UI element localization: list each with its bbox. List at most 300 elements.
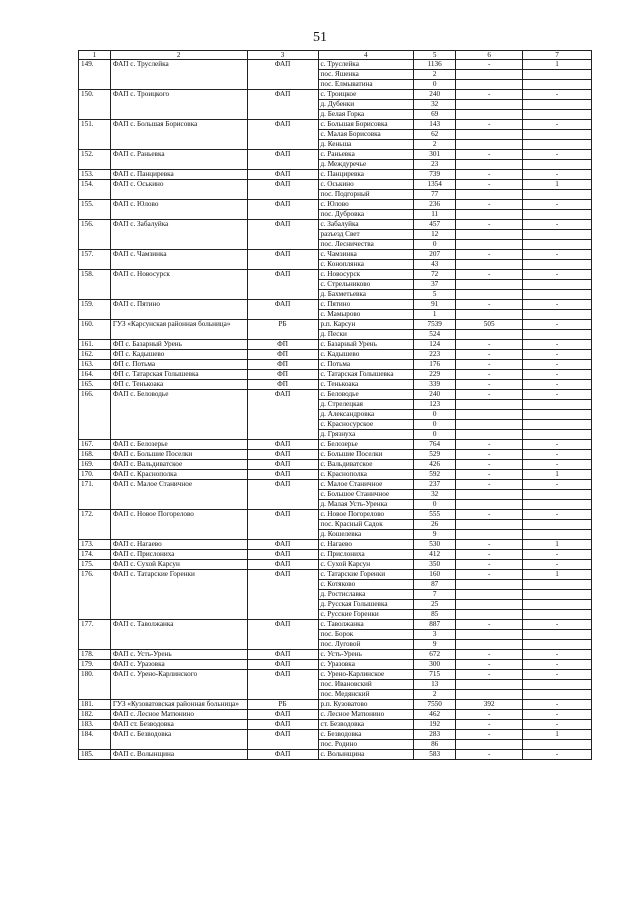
column-7-cell [523, 80, 592, 90]
facility-name-cell: ФАП с. Усть-Урень [110, 650, 247, 660]
settlement-cell: д. Кеньша [318, 140, 414, 150]
population-cell: 0 [414, 410, 456, 420]
table-row [79, 710, 592, 720]
column-6-cell: - [456, 730, 523, 740]
population-cell: 0 [414, 430, 456, 440]
column-6-cell [456, 680, 523, 690]
facility-type-cell: ФАП [247, 730, 318, 750]
column-7-cell: - [523, 700, 592, 710]
population-cell: 583 [414, 750, 456, 760]
population-cell: 555 [414, 510, 456, 520]
column-6-cell: - [456, 450, 523, 460]
population-cell: 339 [414, 380, 456, 390]
column-6-cell: - [456, 550, 523, 560]
column-6-cell [456, 500, 523, 510]
column-6-cell: - [456, 390, 523, 400]
column-7-cell: 1 [523, 540, 592, 550]
facility-type-cell: ФП [247, 360, 318, 370]
column-7-cell [523, 410, 592, 420]
settlement-cell: с. Коноплянка [318, 260, 414, 270]
settlement-cell: с. Новосурск [318, 270, 414, 280]
table-row [79, 180, 592, 190]
column-7-cell [523, 400, 592, 410]
column-6-cell: - [456, 710, 523, 720]
table-row [79, 370, 592, 380]
settlement-cell: с. Сухой Карсун [318, 560, 414, 570]
facility-name-cell: ФАП с. Краснополка [110, 470, 247, 480]
settlement-cell: р.п. Карсун [318, 320, 414, 330]
population-cell: 530 [414, 540, 456, 550]
population-cell: 2 [414, 140, 456, 150]
population-cell: 124 [414, 340, 456, 350]
column-6-cell [456, 130, 523, 140]
table-row [79, 360, 592, 370]
population-cell: 12 [414, 230, 456, 240]
table-row [79, 480, 592, 490]
table-row [79, 560, 592, 570]
facility-name-cell: ГУЗ «Карсунская районная больница» [110, 320, 247, 340]
column-6-cell [456, 70, 523, 80]
column-7-cell: - [523, 350, 592, 360]
column-7-cell [523, 640, 592, 650]
column-6-cell: - [456, 560, 523, 570]
facility-type-cell: ФП [247, 350, 318, 360]
settlement-cell: д. Стрелецкая [318, 400, 414, 410]
population-cell: 32 [414, 490, 456, 500]
facility-type-cell: ФАП [247, 540, 318, 550]
facility-name-cell: ФАП с. Татарские Горенки [110, 570, 247, 620]
facility-name-cell: ФАП с. Забалуйка [110, 220, 247, 250]
column-7-cell: - [523, 380, 592, 390]
row-number-cell: 171. [79, 480, 111, 510]
column-7-cell: - [523, 250, 592, 260]
row-number-cell: 155. [79, 200, 111, 220]
facility-type-cell: ФАП [247, 560, 318, 570]
settlement-cell: пос. Подгорный [318, 190, 414, 200]
facility-type-cell: ФАП [247, 120, 318, 150]
table-row [79, 320, 592, 330]
population-cell: 1136 [414, 60, 456, 70]
column-6-cell: 505 [456, 320, 523, 330]
column-6-cell [456, 190, 523, 200]
column-7-cell: - [523, 710, 592, 720]
population-cell: 283 [414, 730, 456, 740]
population-cell: 426 [414, 460, 456, 470]
facility-type-cell: ФАП [247, 470, 318, 480]
row-number-cell: 170. [79, 470, 111, 480]
row-number-cell: 151. [79, 120, 111, 150]
settlement-cell: с. Панциревка [318, 170, 414, 180]
column-7-cell [523, 610, 592, 620]
column-7-cell [523, 580, 592, 590]
population-cell: 143 [414, 120, 456, 130]
facility-name-cell: ФАП с. Белозерье [110, 440, 247, 450]
table-row [79, 470, 592, 480]
population-cell: 739 [414, 170, 456, 180]
column-number-2: 2 [110, 51, 247, 60]
column-6-cell: - [456, 720, 523, 730]
table-row [79, 270, 592, 280]
column-6-cell: - [456, 270, 523, 280]
column-6-cell [456, 410, 523, 420]
settlement-cell: с. Оськино [318, 180, 414, 190]
population-cell: 32 [414, 100, 456, 110]
column-7-cell: - [523, 300, 592, 310]
column-7-cell: - [523, 560, 592, 570]
table-row [79, 390, 592, 400]
population-cell: 176 [414, 360, 456, 370]
population-cell: 62 [414, 130, 456, 140]
settlement-cell: д. Дубенки [318, 100, 414, 110]
population-cell: 350 [414, 560, 456, 570]
column-7-cell [523, 740, 592, 750]
settlement-cell: с. Татарские Горенки [318, 570, 414, 580]
facility-type-cell: ФАП [247, 220, 318, 250]
facility-name-cell: ФАП с. Вальдиватское [110, 460, 247, 470]
column-7-cell: - [523, 720, 592, 730]
facility-name-cell: ФАП с. Новосурск [110, 270, 247, 300]
population-cell: 9 [414, 640, 456, 650]
population-cell: 457 [414, 220, 456, 230]
column-6-cell: - [456, 470, 523, 480]
table-row [79, 170, 592, 180]
column-7-cell: - [523, 670, 592, 680]
column-6-cell: - [456, 380, 523, 390]
row-number-cell: 177. [79, 620, 111, 650]
population-cell: 887 [414, 620, 456, 630]
population-cell: 5 [414, 290, 456, 300]
settlement-cell: с. Лесное Матюнино [318, 710, 414, 720]
facility-type-cell: ФАП [247, 510, 318, 540]
settlement-cell: с. Потьма [318, 360, 414, 370]
facility-type-cell: ФАП [247, 460, 318, 470]
row-number-cell: 181. [79, 700, 111, 710]
column-7-cell: - [523, 550, 592, 560]
column-7-cell [523, 280, 592, 290]
facility-name-cell: ФАП с. Раньевка [110, 150, 247, 170]
facility-name-cell: ФАП с. Большие Поселки [110, 450, 247, 460]
population-cell: 229 [414, 370, 456, 380]
column-6-cell: - [456, 200, 523, 210]
table-row [79, 540, 592, 550]
settlement-cell: д. Бахметьевка [318, 290, 414, 300]
table-row [79, 750, 592, 760]
row-number-cell: 175. [79, 560, 111, 570]
column-6-cell: - [456, 750, 523, 760]
column-6-cell [456, 690, 523, 700]
column-6-cell: - [456, 460, 523, 470]
column-number-row [79, 51, 592, 60]
population-cell: 1354 [414, 180, 456, 190]
population-cell: 72 [414, 270, 456, 280]
column-7-cell: - [523, 510, 592, 520]
row-number-cell: 163. [79, 360, 111, 370]
column-number-1: 1 [79, 51, 111, 60]
facility-name-cell: ФАП с. Чамзинка [110, 250, 247, 270]
table-row [79, 670, 592, 680]
population-cell: 23 [414, 160, 456, 170]
column-6-cell: - [456, 340, 523, 350]
settlement-cell: пос. Луговой [318, 640, 414, 650]
settlement-cell: д. Александровка [318, 410, 414, 420]
column-7-cell [523, 490, 592, 500]
population-cell: 9 [414, 530, 456, 540]
table-row [79, 510, 592, 520]
column-6-cell: - [456, 120, 523, 130]
row-number-cell: 168. [79, 450, 111, 460]
settlement-cell: с. Чамзинка [318, 250, 414, 260]
column-7-cell [523, 590, 592, 600]
settlement-cell: д. Междуречье [318, 160, 414, 170]
settlement-cell: с. Новое Погорелово [318, 510, 414, 520]
table-row [79, 450, 592, 460]
table-row [79, 200, 592, 210]
column-6-cell: - [456, 350, 523, 360]
row-number-cell: 169. [79, 460, 111, 470]
column-7-cell: - [523, 360, 592, 370]
column-6-cell: 392 [456, 700, 523, 710]
facility-type-cell: ФАП [247, 710, 318, 720]
column-6-cell: - [456, 300, 523, 310]
table-row [79, 620, 592, 630]
row-number-cell: 183. [79, 720, 111, 730]
settlement-cell: с. Красносурское [318, 420, 414, 430]
row-number-cell: 174. [79, 550, 111, 560]
settlement-cell: д. Малая Усть-Уренка [318, 500, 414, 510]
column-7-cell: - [523, 340, 592, 350]
row-number-cell: 149. [79, 60, 111, 90]
settlement-cell: пос. Родино [318, 740, 414, 750]
facility-name-cell: ФАП с. Лесное Матюнино [110, 710, 247, 720]
population-cell: 160 [414, 570, 456, 580]
settlement-cell: с. Базарный Урень [318, 340, 414, 350]
facility-name-cell: ФАП с. Малое Станичное [110, 480, 247, 510]
row-number-cell: 153. [79, 170, 111, 180]
table-row [79, 120, 592, 130]
facility-type-cell: ФП [247, 380, 318, 390]
column-7-cell: - [523, 650, 592, 660]
column-7-cell [523, 690, 592, 700]
facility-type-cell: ФАП [247, 550, 318, 560]
settlement-cell: с. Большое Станичное [318, 490, 414, 500]
facility-type-cell: ФАП [247, 750, 318, 760]
row-number-cell: 184. [79, 730, 111, 750]
facility-type-cell: ФП [247, 370, 318, 380]
column-7-cell: - [523, 200, 592, 210]
column-7-cell [523, 430, 592, 440]
column-6-cell [456, 80, 523, 90]
column-6-cell [456, 610, 523, 620]
table-row [79, 660, 592, 670]
table-row [79, 90, 592, 100]
population-cell: 85 [414, 610, 456, 620]
population-cell: 11 [414, 210, 456, 220]
column-6-cell: - [456, 60, 523, 70]
population-cell: 223 [414, 350, 456, 360]
column-6-cell [456, 630, 523, 640]
population-cell: 301 [414, 150, 456, 160]
column-7-cell: - [523, 440, 592, 450]
table-row [79, 730, 592, 740]
population-cell: 69 [414, 110, 456, 120]
facility-type-cell: ФАП [247, 480, 318, 510]
settlement-cell: с. Стрельниково [318, 280, 414, 290]
facility-name-cell: ФАП с. Пятино [110, 300, 247, 320]
settlement-cell: с. Русские Горенки [318, 610, 414, 620]
settlement-cell: с. Уразовка [318, 660, 414, 670]
column-6-cell: - [456, 370, 523, 380]
population-cell: 26 [414, 520, 456, 530]
table-row [79, 340, 592, 350]
facility-name-cell: ФАП с. Волынщина [110, 750, 247, 760]
row-number-cell: 165. [79, 380, 111, 390]
population-cell: 1 [414, 310, 456, 320]
facility-type-cell: ФАП [247, 150, 318, 170]
settlement-cell: д. Белая Горка [318, 110, 414, 120]
column-7-cell [523, 230, 592, 240]
column-7-cell [523, 330, 592, 340]
row-number-cell: 173. [79, 540, 111, 550]
column-6-cell [456, 160, 523, 170]
column-7-cell [523, 500, 592, 510]
population-cell: 300 [414, 660, 456, 670]
settlement-cell: с. Татарская Голышевка [318, 370, 414, 380]
row-number-cell: 185. [79, 750, 111, 760]
facility-type-cell: ФАП [247, 170, 318, 180]
column-6-cell [456, 430, 523, 440]
facility-name-cell: ФП с. Потьма [110, 360, 247, 370]
facility-name-cell: ФАП с. Оськино [110, 180, 247, 200]
column-7-cell: - [523, 480, 592, 490]
column-7-cell [523, 140, 592, 150]
facility-type-cell: ФАП [247, 650, 318, 660]
facilities-table-container [78, 50, 592, 760]
row-number-cell: 182. [79, 710, 111, 720]
column-7-cell [523, 310, 592, 320]
facility-name-cell: ФП с. Тенькоака [110, 380, 247, 390]
facility-type-cell: ФАП [247, 450, 318, 460]
facility-type-cell: ФАП [247, 720, 318, 730]
column-7-cell: - [523, 450, 592, 460]
population-cell: 3 [414, 630, 456, 640]
settlement-cell: с. Беловодье [318, 390, 414, 400]
facility-type-cell: ФАП [247, 250, 318, 270]
row-number-cell: 152. [79, 150, 111, 170]
settlement-cell: с. Тенькоака [318, 380, 414, 390]
facility-name-cell: ФАП с. Панциревка [110, 170, 247, 180]
population-cell: 25 [414, 600, 456, 610]
facility-name-cell: ФАП ст. Безводовка [110, 720, 247, 730]
population-cell: 672 [414, 650, 456, 660]
row-number-cell: 159. [79, 300, 111, 320]
page-number: 51 [313, 30, 327, 45]
column-7-cell [523, 160, 592, 170]
column-6-cell [456, 420, 523, 430]
column-6-cell: - [456, 650, 523, 660]
population-cell: 13 [414, 680, 456, 690]
population-cell: 0 [414, 500, 456, 510]
population-cell: 77 [414, 190, 456, 200]
column-7-cell: - [523, 150, 592, 160]
population-cell: 91 [414, 300, 456, 310]
settlement-cell: с. Краснополка [318, 470, 414, 480]
facility-name-cell: ФАП с. Прислониха [110, 550, 247, 560]
facility-name-cell: ФАП с. Сухой Карсун [110, 560, 247, 570]
population-cell: 764 [414, 440, 456, 450]
row-number-cell: 166. [79, 390, 111, 440]
column-7-cell [523, 100, 592, 110]
column-6-cell [456, 740, 523, 750]
table-row [79, 220, 592, 230]
facilities-table [78, 50, 592, 760]
column-6-cell: - [456, 90, 523, 100]
settlement-cell: д. Кошелевка [318, 530, 414, 540]
table-row [79, 150, 592, 160]
facility-name-cell: ФАП с. Таволжанка [110, 620, 247, 650]
column-7-cell: - [523, 220, 592, 230]
settlement-cell: ст. Безводовка [318, 720, 414, 730]
table-row [79, 650, 592, 660]
settlement-cell: с. Большие Поселки [318, 450, 414, 460]
column-6-cell: - [456, 480, 523, 490]
column-6-cell [456, 490, 523, 500]
table-row [79, 700, 592, 710]
row-number-cell: 180. [79, 670, 111, 700]
settlement-cell: с. Малая Борисовка [318, 130, 414, 140]
facility-name-cell: ФП с. Базарный Урень [110, 340, 247, 350]
settlement-cell: д. Пески [318, 330, 414, 340]
column-6-cell [456, 210, 523, 220]
column-6-cell [456, 100, 523, 110]
table-row [79, 350, 592, 360]
column-6-cell [456, 230, 523, 240]
table-row [79, 60, 592, 70]
table-row [79, 250, 592, 260]
population-cell: 0 [414, 80, 456, 90]
column-7-cell [523, 240, 592, 250]
table-row [79, 460, 592, 470]
column-7-cell [523, 260, 592, 270]
settlement-cell: с. Волынщина [318, 750, 414, 760]
population-cell: 240 [414, 90, 456, 100]
column-7-cell [523, 630, 592, 640]
population-cell: 7 [414, 590, 456, 600]
facility-name-cell: ГУЗ «Кузоватовская районная больница» [110, 700, 247, 710]
row-number-cell: 179. [79, 660, 111, 670]
population-cell: 2 [414, 70, 456, 80]
settlement-cell: с. Котяково [318, 580, 414, 590]
settlement-cell: пос. Лесничества [318, 240, 414, 250]
row-number-cell: 176. [79, 570, 111, 620]
column-7-cell [523, 520, 592, 530]
settlement-cell: р.п. Кузоватово [318, 700, 414, 710]
settlement-cell: пос. Ивановский [318, 680, 414, 690]
column-number-5: 5 [414, 51, 456, 60]
row-number-cell: 178. [79, 650, 111, 660]
population-cell: 43 [414, 260, 456, 270]
column-6-cell [456, 140, 523, 150]
column-7-cell: - [523, 460, 592, 470]
population-cell: 529 [414, 450, 456, 460]
facility-type-cell: ФАП [247, 200, 318, 220]
column-6-cell [456, 110, 523, 120]
row-number-cell: 172. [79, 510, 111, 540]
settlement-cell: с. Раньевка [318, 150, 414, 160]
column-7-cell: - [523, 120, 592, 130]
column-7-cell: 1 [523, 60, 592, 70]
facility-type-cell: ФАП [247, 440, 318, 450]
facility-type-cell: ФАП [247, 180, 318, 200]
